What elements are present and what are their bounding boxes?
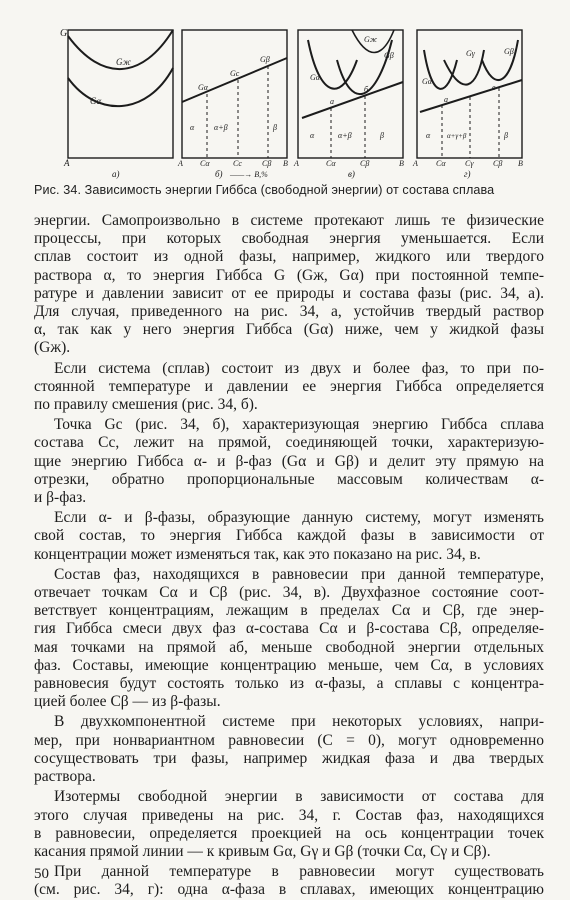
text-line: в равновесии, определяется проекцией на ось концентрации точек [34, 824, 544, 842]
text-line: α, так как у него энергия Гиббса (Gα) ниже, чем у жидкой фазы [34, 321, 544, 339]
panel-a-label: а) [112, 169, 120, 179]
svg-text:Cc: Cc [233, 159, 242, 168]
text-line: цией более Cβ — из β-фазы. [34, 693, 221, 711]
svg-text:α+γ+β: α+γ+β [447, 132, 467, 140]
svg-text:A: A [413, 159, 418, 168]
text-line: (Gж). [34, 339, 71, 357]
text-line: стоянной температуре и давлении ее энергия Гиббса определяется [34, 377, 544, 395]
svg-text:в: в [492, 83, 496, 92]
svg-text:Cα: Cα [200, 159, 210, 168]
svg-text:β: β [380, 131, 384, 140]
svg-text:Cα: Cα [436, 159, 446, 168]
svg-text:Cβ: Cβ [493, 159, 503, 168]
text-line: по правилу смешения (рис. 34, б). [34, 396, 258, 414]
text-line: отвечает точкам Cα и Cβ (рис. 34, в). Двухфазное состояние соот- [34, 584, 544, 602]
text-line: гия Гиббса смеси двух фаз α-состава Cα и β-состава Cβ, определяе- [34, 620, 544, 638]
svg-text:β: β [504, 131, 508, 140]
text-line: этого случая приведены на рис. 34, г. Состав фаз, находящихся [34, 806, 544, 824]
mixing-line [182, 58, 287, 102]
text-line: Если α- и β-фазы, образующие данную систему, могут изменять [54, 509, 544, 527]
svg-text:Gγ: Gγ [466, 49, 475, 58]
svg-text:——→ B,%: ——→ B,% [230, 170, 268, 179]
svg-text:B: B [518, 159, 523, 168]
svg-text:B: B [283, 159, 288, 168]
panel-b [177, 30, 288, 179]
svg-text:а: а [330, 97, 334, 106]
svg-text:α: α [310, 131, 315, 140]
text-line: Для случая, приведенного на рис. 34, а, устойчив твердый раствор [34, 303, 544, 321]
svg-text:б): б) [215, 169, 223, 179]
svg-text:Gβ: Gβ [504, 47, 514, 56]
panel-g [412, 30, 523, 179]
svg-text:α: α [426, 131, 431, 140]
svg-text:Gα: Gα [422, 77, 432, 86]
text-line: процессы, при которых свободная энергия уменьшается. Если [34, 230, 544, 248]
svg-text:B: B [399, 159, 404, 168]
text-line: ратуре и давлении зависит от ее природы и состава фазы (рис. 34, а). [34, 284, 544, 302]
page-number: 50 [34, 866, 49, 882]
gibbs-energy-figure [52, 20, 532, 190]
svg-text:α+β: α+β [338, 131, 352, 140]
text-line: свой состав, то энергия Гиббса каждой фазы в зависимости от [34, 527, 544, 545]
axis-g-label: G [60, 28, 68, 39]
text-line: концентрации может изменяться так, как это показано на рис. 34, в. [34, 545, 481, 563]
panel-v [293, 30, 404, 179]
text-line: сплав состоит из одной фазы, например, жидкого или твердого [34, 248, 544, 266]
svg-text:а: а [444, 95, 448, 104]
svg-text:Gc: Gc [230, 69, 240, 78]
curve-g-alpha [68, 68, 173, 106]
text-line: ветствует концентрациям, лежащим в пределах Cα и Cβ, где энер- [34, 602, 544, 620]
svg-text:A: A [178, 159, 183, 168]
figure-caption: Рис. 34. Зависимость энергии Гиббса (свободной энергии) от состава сплава [34, 183, 495, 197]
text-line: Точка Gc (рис. 34, б), характеризующая энергию Гиббса сплава [54, 416, 544, 434]
text-line: мер, при нонвариантном равновесии (C = 0), могут одновременно [34, 731, 544, 749]
svg-text:в): в) [348, 169, 355, 179]
svg-text:β: β [273, 123, 277, 132]
svg-text:α: α [190, 123, 195, 132]
svg-text:Gβ: Gβ [384, 51, 394, 60]
text-line: касания прямой линии — к кривым Gα, Gγ и Gβ (точки Cα, Cγ и Cβ). [34, 842, 491, 860]
svg-text:Gα: Gα [310, 73, 320, 82]
text-line: и β-фаз. [34, 489, 87, 507]
svg-text:Cγ: Cγ [465, 159, 474, 168]
text-line: раствора. [34, 768, 96, 786]
svg-text:Cβ: Cβ [360, 159, 370, 168]
text-line: равновесия будут состоять только из α-фазы, а сплавы с концентра- [34, 675, 544, 693]
svg-text:г): г) [464, 169, 471, 179]
svg-text:A: A [294, 159, 299, 168]
svg-text:Gβ: Gβ [260, 55, 270, 64]
axis-a-label: A [64, 158, 70, 168]
text-line: Изотермы свободной энергии в зависимости от состава для [54, 788, 544, 806]
svg-text:Gж: Gж [364, 35, 378, 44]
curve-label-g-alpha: Gα [90, 96, 102, 106]
text-line: раствора α, то энергия Гиббса G (Gж, Gα) при постоянной темпе- [34, 266, 544, 284]
text-line: состава Cc, лежит на прямой, соединяющей точки, характеризую- [34, 434, 544, 452]
text-line: При данной температуре в равновесии могут существовать [54, 863, 544, 881]
svg-text:б: б [364, 85, 369, 94]
body-text [34, 212, 544, 900]
svg-text:Cα: Cα [326, 159, 336, 168]
svg-text:Gα: Gα [198, 83, 208, 92]
svg-text:Cβ: Cβ [262, 159, 272, 168]
text-line: Если система (сплав) состоит из двух и более фаз, то при по- [54, 359, 544, 377]
text-line: фаз. Составы, имеющие концентрацию меньше, чем Cα, в условиях [34, 656, 544, 674]
text-line: Состав фаз, находящихся в равновесии при данной температуре, [54, 565, 544, 583]
text-line: энергии. Самопроизвольно в системе протекают лишь те физические [34, 212, 544, 229]
text-line: щие энергию Гиббса α- и β-фаз (Gα и Gβ) и делит эту прямую на [34, 452, 544, 470]
svg-text:α+β: α+β [214, 123, 228, 132]
text-line: сосуществовать три фазы, например жидкая фаза и два твердых [34, 749, 544, 767]
text-line: В двухкомпонентной системе при некоторых условиях, напри- [54, 713, 544, 731]
text-line: (см. рис. 34, г): одна α-фаза в сплавах, имеющих концентрацию [34, 881, 544, 899]
panel-a [60, 28, 173, 179]
text-line: отрезки, обратно пропорциональные массовым количествам α- [34, 470, 544, 488]
curve-label-g-liquid: Gж [116, 57, 131, 67]
text-line: мая точками на прямой аб, меньше свободной энергии отдельных [34, 638, 544, 656]
